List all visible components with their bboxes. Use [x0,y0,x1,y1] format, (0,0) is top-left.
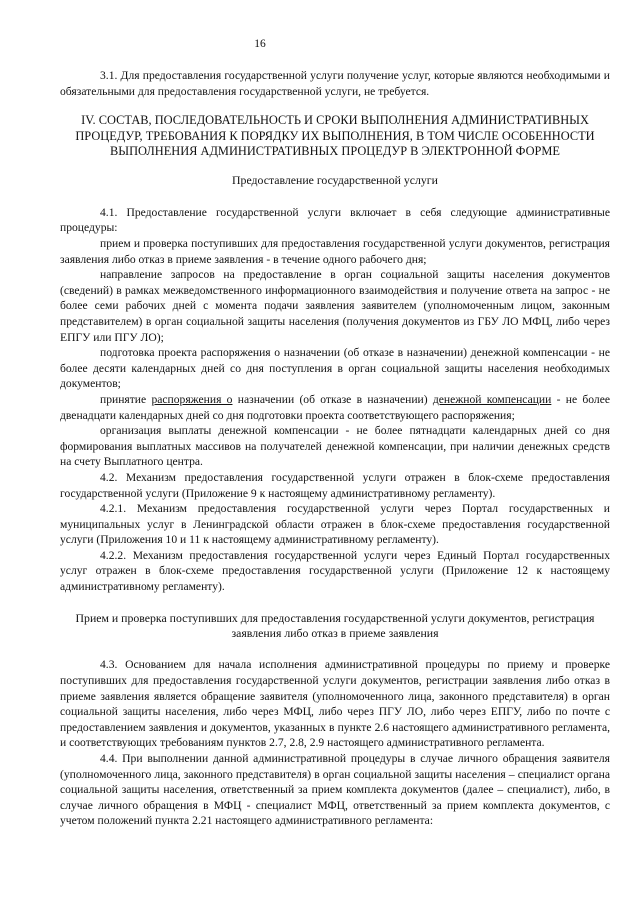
paragraph-4-2-2: 4.2.2. Механизм предоставления государственной услуги через Единый Портал государственных услуг отражен в блок-схеме предоставления государственной услуги (Приложение 12 к настоящему административному регламенту). [60,548,610,594]
paragraph-4-2: 4.2. Механизм предоставления государственной услуги отражен в блок-схеме предоставления государственной услуги (Приложение 9 к настоящему административному регламенту). [60,470,610,500]
text-run: принятие [100,392,152,406]
underlined-text: денежной компенсации [432,392,552,406]
paragraph-4-1: 4.1. Предоставление государственной услуги включает в себя следующие административные процедуры: [60,205,610,235]
subheading-service-provision: Предоставление государственной услуги [232,173,438,188]
list-item: подготовка проекта распоряжения о назначении (об отказе в назначении) денежной компенсации - не более десяти календарных дней со дня поступления в орган социальной защиты населения необходимых документов; [60,346,610,391]
paragraph-3-1: 3.1. Для предоставления государственной услуги получение услуг, которые являются необходимыми и обязательными для предоставления государственной услуги, не требуется. [60,69,610,98]
document-body [60,68,610,829]
paragraph-4-2-1: 4.2.1. Механизм предоставления государственной услуги через Портал государственных и муниципальных услуг в Ленинградской области отражен в блок-схеме предоставления государственной услуги (Приложения 10 и 11 к настоящему административному регламенту). [60,502,610,547]
list-item: направление запросов на предоставление в орган социальной защиты населения документов (сведений) в рамках межведомственного информационного взаимодействия и получение ответа на запрос - не более семи рабочих дней с момента подачи заявления заявителем (уполномоченным лицом, законным представителем) в орган социальной защиты населения (получения документов из ГБУ ЛО МФЦ, либо через ЕПГУ или ПГУ ЛО); [60,268,610,344]
paragraph-4-4: 4.4. При выполнении данной административной процедуры в случае личного обращения заявителя (уполномоченного лица, законного представителя) в орган социальной защиты населения – специалист органа социальной защиты населения, ответственный за прием комплекта документов (далее – специалист), либо, в случае личного обращения в МФЦ - специалист МФЦ, ответственный за прием комплекта документов, с учетом положений пункта 2.21 настоящего административного регламента: [60,752,610,828]
underlined-text: распоряжения о [151,392,233,406]
list-item: прием и проверка поступивших для предоставления государственной услуги документов, регистрация заявления либо отказ в приеме заявления - в течение одного рабочего дня; [60,237,610,266]
text-run: назначении (об отказе в назначении) [232,392,433,406]
paragraph-4-3: 4.3. Основанием для начала исполнения административной процедуры по приему и проверке поступивших для предоставления государственной услуги документов, регистрации заявления либо отказ в приеме заявления является обращение заявителя (уполномоченного лица, законного представителя) в орган социальной защиты населения, либо через МФЦ, либо через ПГУ ЛО, либо через ЕПГУ, либо по почте с предоставлением заявления и документов, указанных в пункте 2.6 настоящего административного регламента, и соответствующих требованиям пунктов 2.7, 2.8, 2.9 настоящего административного регламента. [60,658,610,750]
section-title: IV. СОСТАВ, ПОСЛЕДОВАТЕЛЬНОСТЬ И СРОКИ ВЫПОЛНЕНИЯ АДМИНИСТРАТИВНЫХ ПРОЦЕДУР, ТРЕБОВАНИЯ К ПОРЯДКУ ИХ ВЫПОЛНЕНИЯ, В ТОМ ЧИСЛЕ ОСОБЕННОСТИ ВЫПОЛНЕНИЯ АДМИНИСТРАТИВНЫХ ПРОЦЕДУР В ЭЛЕКТРОННОЙ ФОРМЕ [75,113,595,158]
list-item: организация выплаты денежной компенсации - не более пятнадцати календарных дней со дня формирования выплатных массивов на получателей денежной компенсации, при наличии денежных средств на счету Выплатного центра. [60,424,610,469]
text-run: - не более двенадцати календарных дней со дня подготовки проекта соответствующего распоряжения; [60,392,610,422]
subheading-reception: Прием и проверка поступивших для предоставления государственной услуги документов, регистрация заявления либо отказ в приеме заявления [75,610,595,641]
page-number: 16 [254,38,266,50]
list-item-decision [60,392,610,423]
